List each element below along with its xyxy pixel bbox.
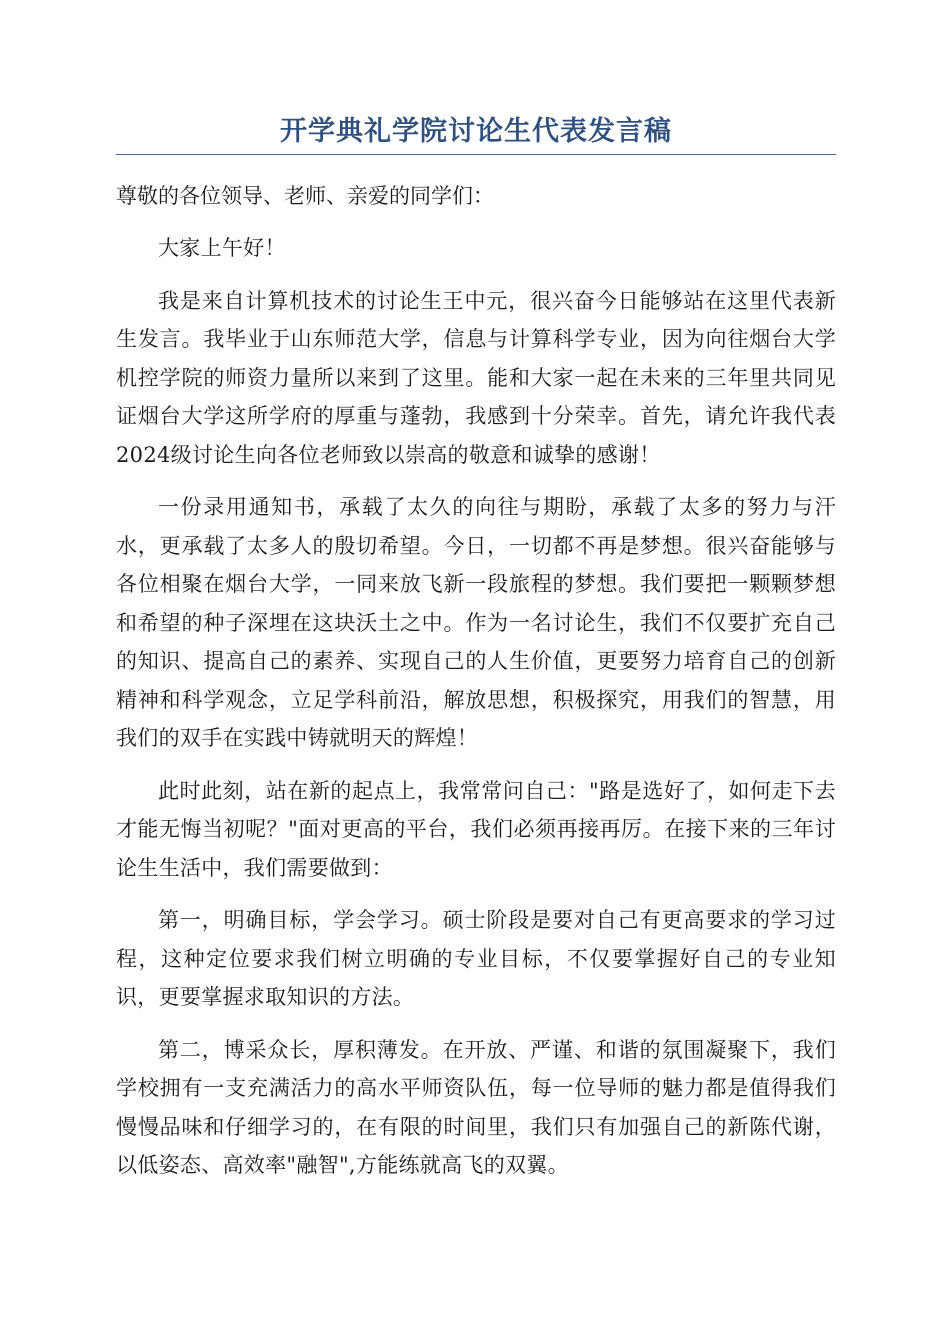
document-title: 开学典礼学院讨论生代表发言稿 — [116, 112, 836, 155]
paragraph-reflection: 此时此刻，站在新的起点上，我常常问自己："路是选好了，如何走下去才能无悔当初呢？"面对更高的平台，我们必须再接再厉。在接下来的三年讨论生生活中，我们需要做到： — [116, 778, 836, 880]
paragraph-point-two: 第二，博采众长，厚积薄发。在开放、严谨、和谐的氛围凝聚下，我们学校拥有一支充满活力的高水平师资队伍，每一位导师的魅力都是值得我们慢慢品味和仔细学习的，在有限的时间里，我们只有加强自己的新陈代谢，以低姿态、高效率"融智",方能练就高飞的双翼。 — [116, 1037, 836, 1177]
paragraph-greeting: 大家上午好！ — [158, 236, 286, 260]
paragraph-introduction: 我是来自计算机技术的讨论生王中元，很兴奋今日能够站在这里代表新生发言。我毕业于山东师范大学，信息与计算科学专业，因为向往烟台大学机控学院的师资力量所以来到了这里。能和大家一起在未来的三年里共同见证烟台大学这所学府的厚重与蓬勃，我感到十分荣幸。首先，请允许我代表2024级讨论生向各位老师致以崇高的敬意和诚挚的感谢！ — [116, 288, 836, 467]
paragraph-admission: 一份录用通知书，承载了太久的向往与期盼，承载了太多的努力与汗水，更承载了太多人的殷切希望。今日，一切都不再是梦想。很兴奋能够与各位相聚在烟台大学，一同来放飞新一段旅程的梦想。我们要把一颗颗梦想和希望的种子深埋在这块沃土之中。作为一名讨论生，我们不仅要扩充自己的知识、提高自己的素养、实现自己的人生价值，更要努力培育自己的创新精神和科学观念，立足学科前沿，解放思想，积极探究，用我们的智慧，用我们的双手在实践中铸就明天的辉煌！ — [116, 495, 836, 750]
salutation: 尊敬的各位领导、老师、亲爱的同学们： — [116, 184, 494, 208]
paragraph-point-one: 第一，明确目标，学会学习。硕士阶段是要对自己有更高要求的学习过程，这种定位要求我们树立明确的专业目标，不仅要掌握好自己的专业知识，更要掌握求取知识的方法。 — [116, 908, 836, 1009]
document-page — [116, 112, 836, 1185]
